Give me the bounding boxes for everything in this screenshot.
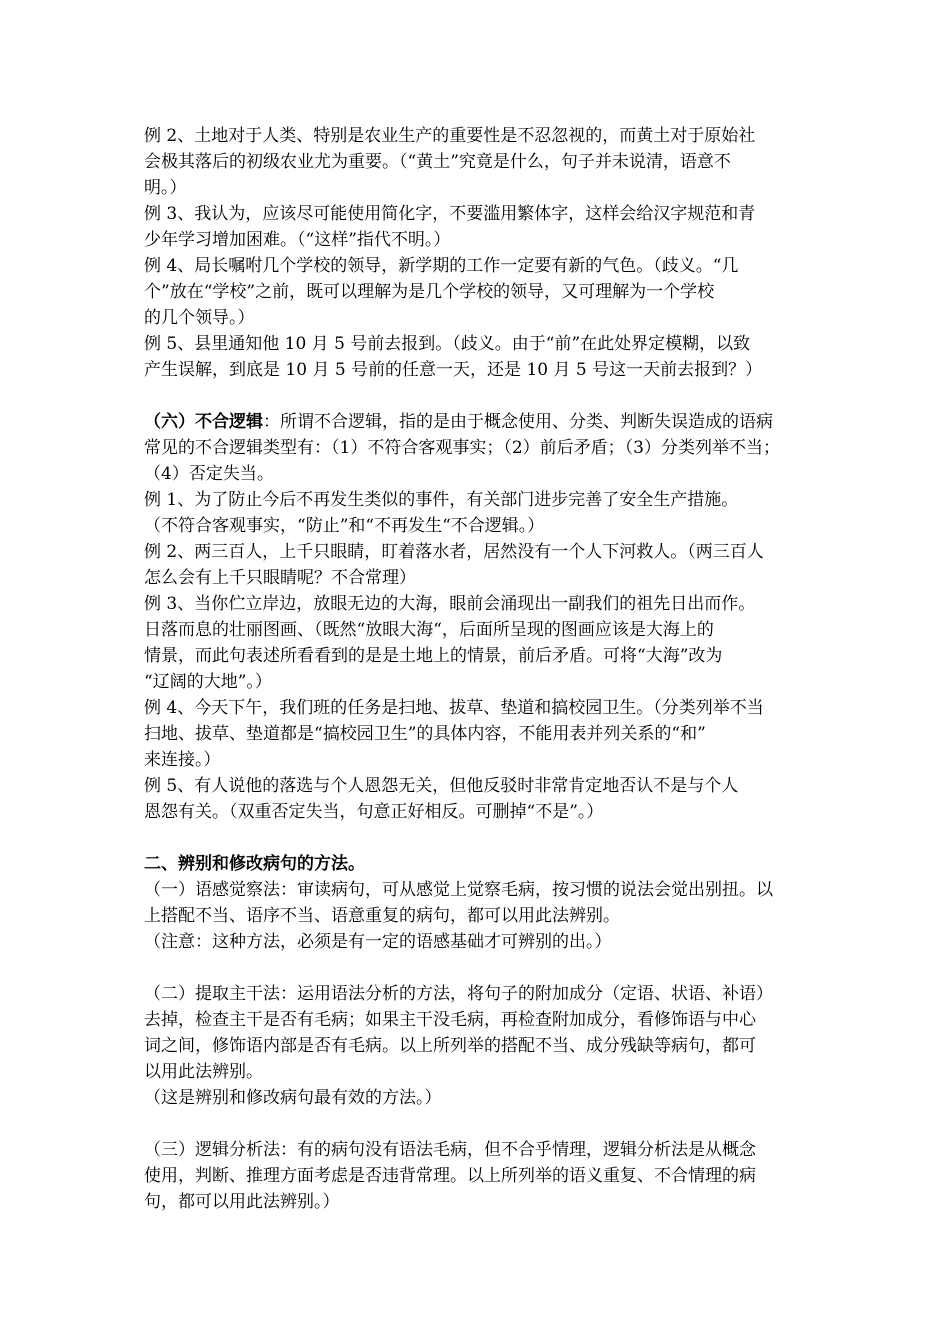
text-line: 例 2、土地对于人类、特别是农业生产的重要性是不忍忽视的，而黄土对于原始社	[144, 126, 756, 146]
text-line: （二）提取主干法：运用语法分析的方法，将句子的附加成分（定语、状语、补语）	[144, 984, 773, 1004]
text-line: 产生误解，到底是 10 月 5 号前的任意一天，还是 10 月 5 号这一天前去报到？）	[144, 360, 763, 380]
text-line: 少年学习增加困难。（“这样”指代不明。）	[144, 230, 451, 250]
paragraph-gap	[144, 1111, 810, 1137]
text-line: 上搭配不当、语序不当、语意重复的病句，都可以用此法辨别。	[144, 906, 620, 926]
text-line: 例 5、有人说他的落选与个人恩怨无关，但他反驳时非常肯定地否认不是与个人	[144, 776, 739, 796]
text-line: 怎么会有上千只眼睛呢？不合常理）	[144, 568, 416, 588]
text-line: 个”放在“学校”之前，既可以理解为是几个学校的领导，又可理解为一个学校	[144, 282, 715, 302]
text-line: 例 4、局长嘱咐几个学校的领导，新学期的工作一定要有新的气色。（歧义。“几	[144, 256, 739, 276]
text-line: （一）语感觉察法：审读病句，可从感觉上觉察毛病，按习惯的说法会觉出别扭。以	[144, 880, 773, 900]
document-page	[144, 123, 810, 1215]
text-line: （4）否定失当。	[144, 464, 274, 484]
text-line: 例 2、两三百人，上千只眼睛，盯着落水者，居然没有一个人下河救人。（两三百人	[144, 542, 764, 562]
section-illogical	[144, 409, 810, 825]
ambiguity-examples	[144, 123, 810, 383]
text-line: “辽阔的大地”。）	[144, 672, 272, 692]
method-trunk	[144, 981, 810, 1111]
text-line: 词之间，修饰语内部是否有毛病。以上所列举的搭配不当、成分残缺等病句，都可	[144, 1036, 756, 1056]
text-line: （这是辨别和修改病句最有效的方法。）	[144, 1088, 442, 1108]
section-first-line	[144, 409, 810, 435]
text-line: 例 4、今天下午，我们班的任务是扫地、拔草、垫道和搞校园卫生。（分类列举不当	[144, 698, 764, 718]
paragraph-gap	[144, 825, 810, 851]
text-line: 常见的不合逻辑类型有：（1）不符合客观事实；（2）前后矛盾；（3）分类列举不当；	[144, 438, 780, 458]
section-methods	[144, 851, 810, 1215]
paragraph-gap	[144, 955, 810, 981]
text-line: （不符合客观事实，“防止”和“不再发生“不合逻辑。）	[144, 516, 545, 536]
text-line: 明。）	[144, 178, 187, 198]
text-line: 情景，而此句表述所看看到的是是土地上的情景，前后矛盾。可将“大海”改为	[144, 646, 723, 666]
text-line: 会极其落后的初级农业尤为重要。（“黄土”究竟是什么，句子并未说清，语意不	[144, 152, 731, 172]
text-line: 例 3、当你伫立岸边，放眼无边的大海，眼前会涌现出一副我们的祖先日出而作。	[144, 594, 756, 614]
section-intro: ：所谓不合逻辑，指的是由于概念使用、分类、判断失误造成的语病	[263, 412, 773, 432]
text-line: 例 1、为了防止今后不再发生类似的事件，有关部门进步完善了安全生产措施。	[144, 490, 739, 510]
text-line: 日落而息的壮丽图画、（既然“放眼大海“，后面所呈现的图画应该是大海上的	[144, 620, 714, 640]
text-line: 去掉，检查主干是否有毛病；如果主干没毛病，再检查附加成分，看修饰语与中心	[144, 1010, 756, 1030]
method-logic	[144, 1137, 810, 1215]
text-line: 例 5、县里通知他 10 月 5 号前去报到。（歧义。由于“前”在此处界定模糊，以致	[144, 334, 751, 354]
text-line: 的几个领导。）	[144, 308, 255, 328]
part-heading: 二、辨别和修改病句的方法。	[144, 854, 365, 874]
text-line: 使用，判断、推理方面考虑是否违背常理。以上所列举的语义重复、不合情理的病	[144, 1166, 756, 1186]
text-line: （注意：这种方法，必须是有一定的语感基础才可辨别的出。）	[144, 932, 612, 952]
text-line: 来连接。）	[144, 750, 221, 770]
text-line: 恩怨有关。（双重否定失当，句意正好相反。可删掉“不是”。）	[144, 802, 604, 822]
section-heading: （六）不合逻辑	[144, 412, 263, 432]
text-line: （三）逻辑分析法：有的病句没有语法毛病，但不合乎情理，逻辑分析法是从概念	[144, 1140, 756, 1160]
paragraph-gap	[144, 383, 810, 409]
text-line: 以用此法辨别。	[144, 1062, 263, 1082]
text-line: 句，都可以用此法辨别。）	[144, 1192, 340, 1212]
method-sense	[144, 877, 810, 955]
text-line: 例 3、我认为，应该尽可能使用简化字，不要滥用繁体字，这样会给汉字规范和青	[144, 204, 756, 224]
text-line: 扫地、拔草、垫道都是“搞校园卫生”的具体内容，不能用表并列关系的“和”	[144, 724, 706, 744]
